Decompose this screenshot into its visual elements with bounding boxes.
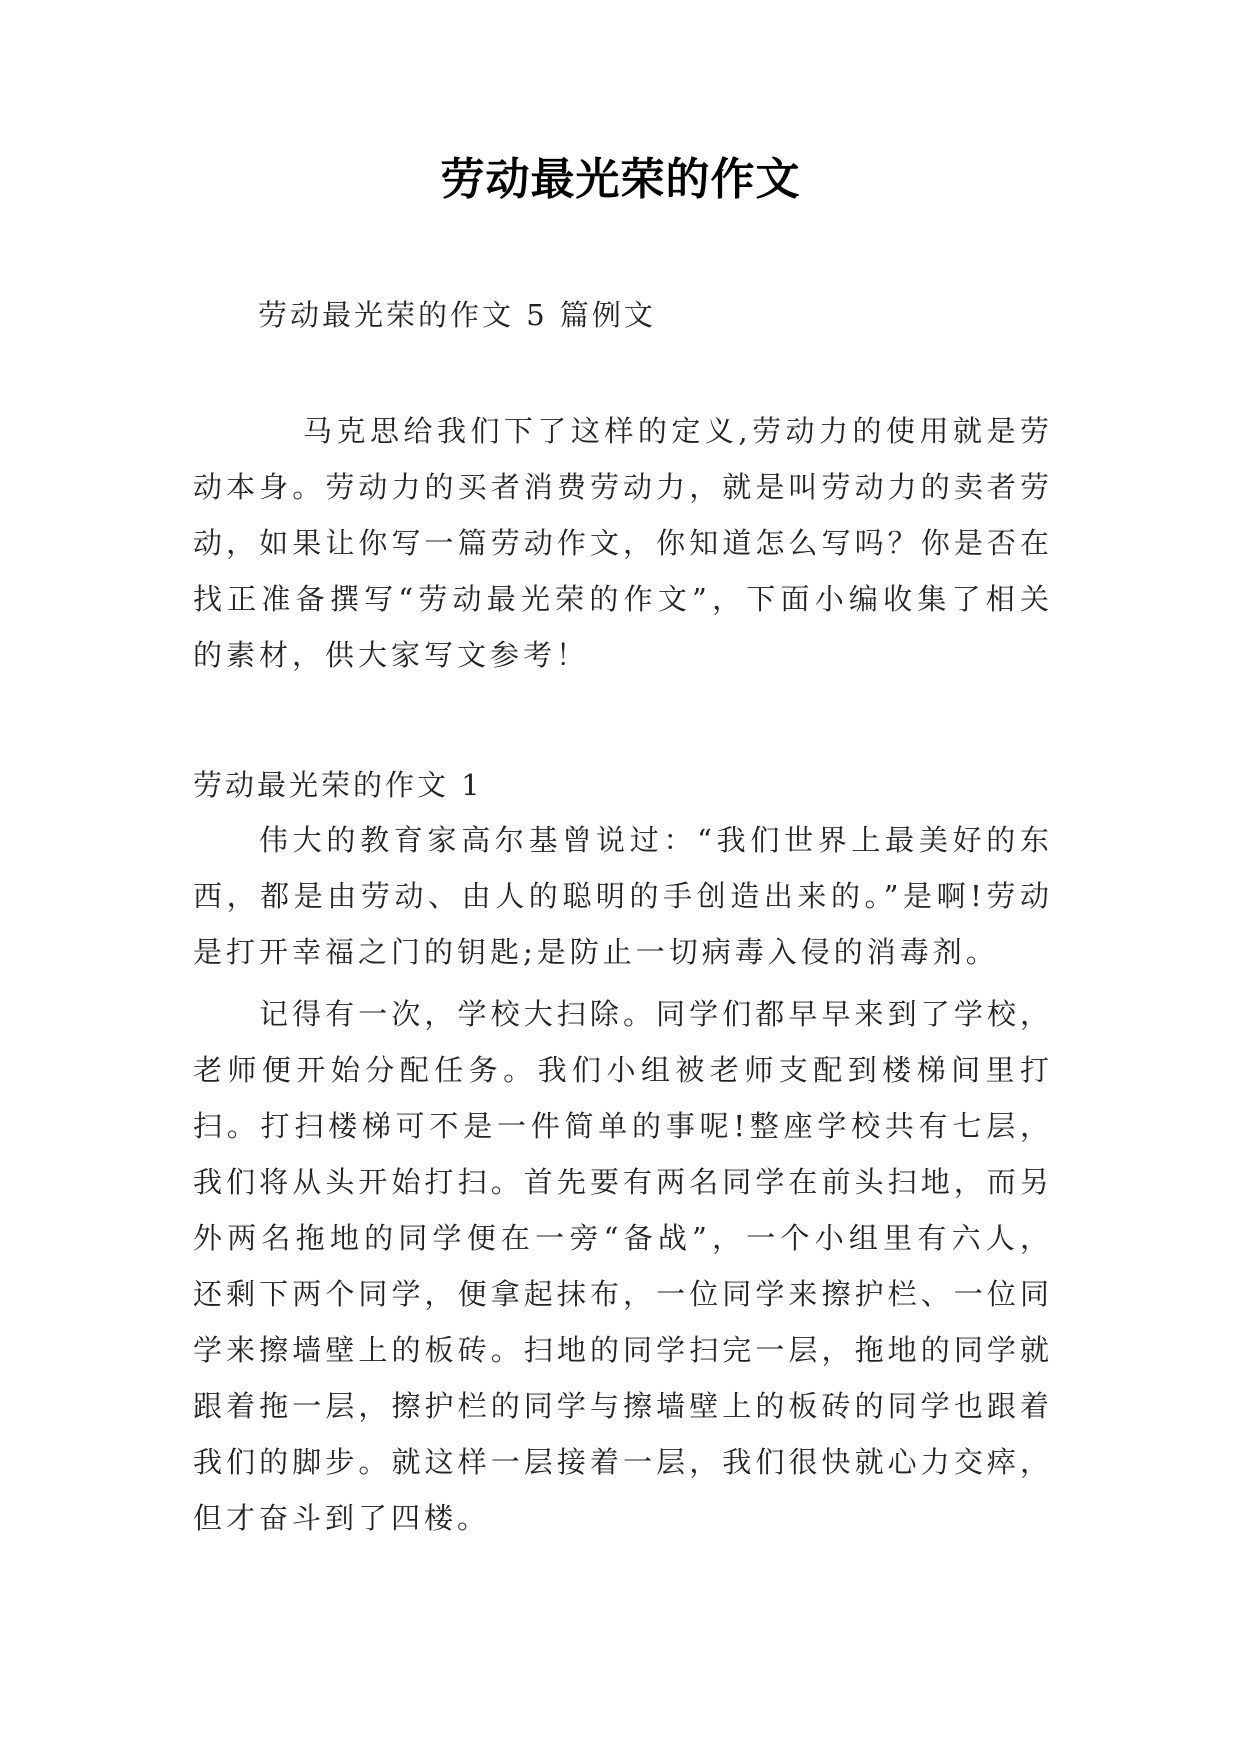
body-paragraph-1: 伟大的教育家高尔基曾说过：“我们世界上最美好的东西，都是由劳动、由人的聪明的手创造出来的。”是啊!劳动是打开幸福之门的钥匙;是防止一切病毒入侵的消毒剂。 [193, 823, 1053, 969]
section-heading: 劳动最光荣的作文 1 [193, 768, 483, 802]
document-subtitle: 劳动最光荣的作文 5 篇例文 [258, 298, 656, 332]
intro-paragraph: 马克思给我们下了这样的定义,劳动力的使用就是劳动本身。劳动力的买者消费劳动力，就是叫劳动力的卖者劳动，如果让你写一篇劳动作文，你知道怎么写吗？你是否在找正准备撰写“劳动最光荣的作文”，下面小编收集了相关的素材，供大家写文参考！ [193, 414, 1053, 672]
document-title: 劳动最光荣的作文 [440, 154, 801, 205]
body-paragraph-2: 记得有一次，学校大扫除。同学们都早早来到了学校，老师便开始分配任务。我们小组被老师支配到楼梯间里打扫。打扫楼梯可不是一件简单的事呢!整座学校共有七层，我们将从头开始打扫。首先要有两名同学在前头扫地，而另外两名拖地的同学便在一旁“备战”，一个小组里有六人，还剩下两个同学，便拿起抹布，一位同学来擦护栏、一位同学来擦墙壁上的板砖。扫地的同学扫完一层，拖地的同学就跟着拖一层，擦护栏的同学与擦墙壁上的板砖的同学也跟着我们的脚步。就这样一层接着一层，我们很快就心力交瘁，但才奋斗到了四楼。 [193, 997, 1053, 1535]
